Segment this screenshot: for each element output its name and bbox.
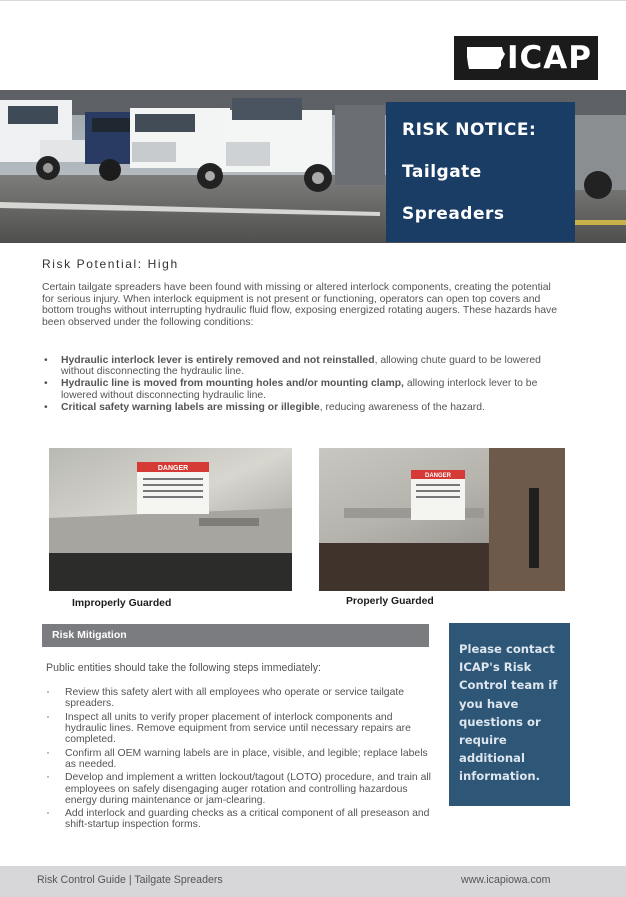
iowa-state-icon [466,45,506,71]
improperly-guarded-photo [49,448,292,591]
condition-item: • Hydraulic line is moved from mounting holes and/or mounting clamp, allowing interlock lever to be lowered without disconnecting hydraulic line. [42,378,562,401]
condition-item: • Critical safety warning labels are missing or illegible, reducing awareness of the hazard. [42,402,562,413]
mitigation-step: · Add interlock and guarding checks as a critical component of all preseason and shift-startup inspection forms. [42,808,432,830]
icap-logo [454,36,598,80]
notice-subject-line1: Tailgate [402,162,482,182]
mitigation-step: · Inspect all units to verify proper placement of interlock components and hydraulic lines. Remove equipment from service until necessary repairs are completed. [42,712,432,746]
conditions-list [42,355,562,414]
mitigation-step: · Develop and implement a written lockout/tagout (LOTO) procedure, and train all employees on safely disengaging auger rotation and controlling hazardous energy during maintenance or jam-clearing. [42,772,432,806]
notice-subject-line2: Spreaders [402,204,505,224]
risk-potential: Risk Potential: High [42,257,179,271]
danger-label-right: DANGER [424,473,452,479]
footer [0,866,626,897]
mitigation-steps-list [42,687,432,833]
footer-guide-title: Risk Control Guide | Tailgate Spreaders [37,874,223,886]
footer-website-link[interactable]: www.icapiowa.com [461,874,551,886]
improperly-guarded-caption: Improperly Guarded [72,598,172,609]
mitigation-intro: Public entities should take the following steps immediately: [46,662,321,674]
intro-paragraph: Certain tailgate spreaders have been found with missing or altered interlock components, creating the potential for serious injury. When interlock equipment is not present or functioning, operators can open top covers and bottom troughs without interrupting hydraulic fluid flow, exposing energized rotating augers. These hazards have been observed under the following conditions: [42,282,558,328]
properly-guarded-caption: Properly Guarded [346,596,434,607]
top-rule [0,0,626,3]
danger-label-left: DANGER [157,465,189,472]
risk-notice-box [386,102,575,242]
mitigation-step: · Review this safety alert with all employees who operate or service tailgate spreaders. [42,687,432,709]
notice-title: RISK NOTICE: [402,120,537,140]
contact-callout: Please contact ICAP's Risk Control team if you have questions or require additional information. [449,623,570,806]
risk-mitigation-header: Risk Mitigation [42,624,429,647]
logo-text: ICAP [507,40,592,76]
properly-guarded-photo [319,448,565,591]
mitigation-step: · Confirm all OEM warning labels are in place, visible, and legible; replace labels as needed. [42,748,432,770]
condition-item: • Hydraulic interlock lever is entirely removed and not reinstalled, allowing chute guard to be lowered without disconnecting the hydraulic line. [42,355,562,378]
